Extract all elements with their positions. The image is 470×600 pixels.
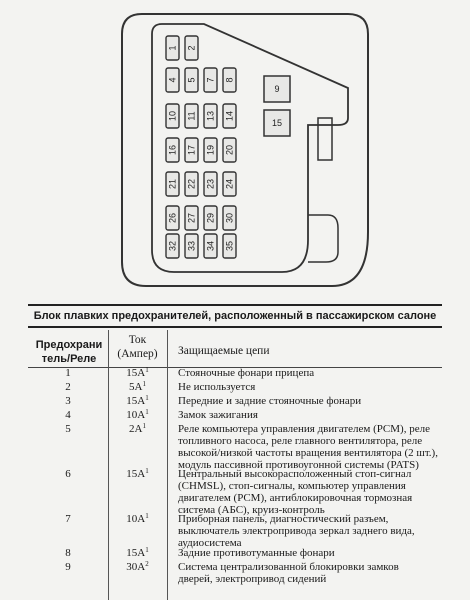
row-footnote-mark: 2 [145,560,149,568]
row-circuits [178,409,442,421]
fuse-13 [204,104,217,128]
row-current [109,561,166,573]
fuse-label: 5 [186,77,197,83]
relay-label: 15 [271,118,283,128]
row-number: 6 [65,468,71,480]
fuse-label: 13 [205,110,216,122]
row-current [109,367,166,379]
row-circuits-line: Система централизованной блокировки замков [178,561,399,573]
row-number: 8 [65,547,71,559]
row-current-value: 15A [126,395,146,407]
row-circuits-line: Задние противотуманные фонари [178,547,335,559]
table-title: Блок плавких предохранителей, расположенный в пассажирском салоне [28,304,442,328]
fuse-label: 14 [224,110,235,122]
fuse-11 [185,104,198,128]
row-current [109,409,166,421]
row-circuits [178,381,442,393]
fuse-27 [185,206,198,230]
row-current [109,513,166,525]
fuse-1 [166,36,179,60]
fuse-16 [166,138,179,162]
row-circuits-line: система (АБС), круиз-контроль [178,504,325,516]
row-current-value: 10A [126,513,146,525]
row-footnote-mark: 1 [142,422,146,430]
row-circuits-line: Реле компьютера управления двигателем (PCM), реле [178,423,430,435]
fuse-8 [223,68,236,92]
relay-label: 9 [274,84,280,94]
fuse-label: 2 [186,45,197,51]
fuse-label: 11 [186,111,197,121]
row-circuits-line: (CHMSL), стоп-сигналы, компьютер управления [178,480,406,492]
fuse-7 [204,68,217,92]
fuse-box-outline [122,14,368,286]
row-circuits-line: Приборная панель, диагностический разъем, [178,513,389,525]
row-footnote-mark: 1 [142,380,146,388]
fuse-35 [223,234,236,258]
fuse-22 [185,172,198,196]
fuse-label: 4 [167,77,178,83]
fuse-2 [185,36,198,60]
fuse-label: 34 [205,240,216,252]
row-circuits-line: аудиосистема [178,537,242,549]
row-number: 4 [65,409,71,421]
row-circuits [178,423,442,471]
fuse-4 [166,68,179,92]
row-circuits-line: Передние и задние стояночные фонари [178,395,362,407]
fuse-label: 32 [167,240,178,252]
row-current-value: 2A [129,423,143,435]
row-circuits-line: Стояночные фонари прицепа [178,367,315,379]
row-circuits-line: Замок зажигания [178,409,258,421]
fuse-34 [204,234,217,258]
fuse-33 [185,234,198,258]
row-circuits [178,367,442,379]
fuse-label: 17 [186,144,197,156]
header-current-line1: Ток [128,334,147,346]
row-circuits-line: двигателем (PCM), антиблокировочная тормозная [178,492,413,504]
fuse-label: 24 [224,178,235,190]
row-number: 5 [65,423,71,435]
row-current [109,395,166,407]
header-fuse-relay-line1: Предохрани [35,339,103,351]
relay-9 [264,76,290,102]
row-number: 1 [65,367,71,379]
fuse-label: 16 [167,144,178,156]
row-current [109,547,166,559]
fuse-label: 21 [167,178,178,190]
row-footnote-mark: 1 [145,408,149,416]
fuse-label: 10 [167,110,178,122]
fuse-label: 7 [205,77,216,83]
fuse-label: 29 [205,212,216,224]
row-number: 2 [65,381,71,393]
row-circuits [178,468,442,516]
row-footnote-mark: 1 [145,394,149,402]
fuse-label: 27 [186,212,197,224]
fuse-21 [166,172,179,196]
fuse-20 [223,138,236,162]
row-current-value: 15A [126,468,146,480]
row-footnote-mark: 1 [145,467,149,475]
row-circuits-line: выключатель электропривода зеркал заднего вида, [178,525,415,537]
row-circuits [178,395,442,407]
row-circuits-line: высокой/низкой частоты вращения вентилятора (2 шт.), [178,447,438,459]
row-footnote-mark: 1 [145,512,149,520]
header-current [109,333,166,361]
fuse-label: 23 [205,178,216,190]
fuse-10 [166,104,179,128]
row-circuits-line: Не используется [178,381,256,393]
row-current-value: 5A [129,381,143,393]
fuse-32 [166,234,179,258]
header-fuse-relay [30,338,108,366]
fuse-19 [204,138,217,162]
fuse-label: 26 [167,212,178,224]
fuse-label: 33 [186,240,197,252]
header-fuse-relay-line2: тель/Реле [41,353,97,365]
row-number: 3 [65,395,71,407]
row-current [109,468,166,480]
fuse-29 [204,206,217,230]
row-circuits [178,561,442,585]
row-number: 7 [65,513,71,525]
row-circuits-line: Центральный высокорасположенный стоп-сигнал [178,468,412,480]
fuse-label: 19 [205,144,216,156]
row-current-value: 10A [126,409,146,421]
row-current [109,381,166,393]
fuse-14 [223,104,236,128]
fuse-label: 22 [186,178,197,190]
relay-15 [264,110,290,136]
header-circuits: Защищаемые цепи [178,345,270,357]
row-current-value: 15A [126,367,146,379]
fuse-5 [185,68,198,92]
fuse-24 [223,172,236,196]
fuse-label: 8 [224,77,235,83]
fuse-label: 35 [224,240,235,252]
fuse-17 [185,138,198,162]
row-current-value: 15A [126,547,146,559]
fuse-label: 30 [224,212,235,224]
header-current-line2: (Ампер) [117,348,158,360]
row-circuits [178,547,442,559]
fuse-label: 1 [167,45,178,51]
row-circuits-line: модуль пассивной противоугонной системы (PATS) [178,459,419,471]
row-current [109,423,166,435]
row-number: 9 [65,561,71,573]
row-footnote-mark: 1 [145,366,149,374]
fuse-23 [204,172,217,196]
row-circuits-line: топливного насоса, реле главного вентилятора, реле [178,435,423,447]
bottom-bracket [308,215,338,262]
fuse-label: 20 [224,144,235,156]
fuse-26 [166,206,179,230]
row-footnote-mark: 1 [145,546,149,554]
column-divider-2 [167,330,168,600]
row-circuits [178,513,442,549]
row-current-value: 30A [126,561,146,573]
row-circuits-line: дверей, электропривод сидений [178,573,327,585]
fuse-30 [223,206,236,230]
